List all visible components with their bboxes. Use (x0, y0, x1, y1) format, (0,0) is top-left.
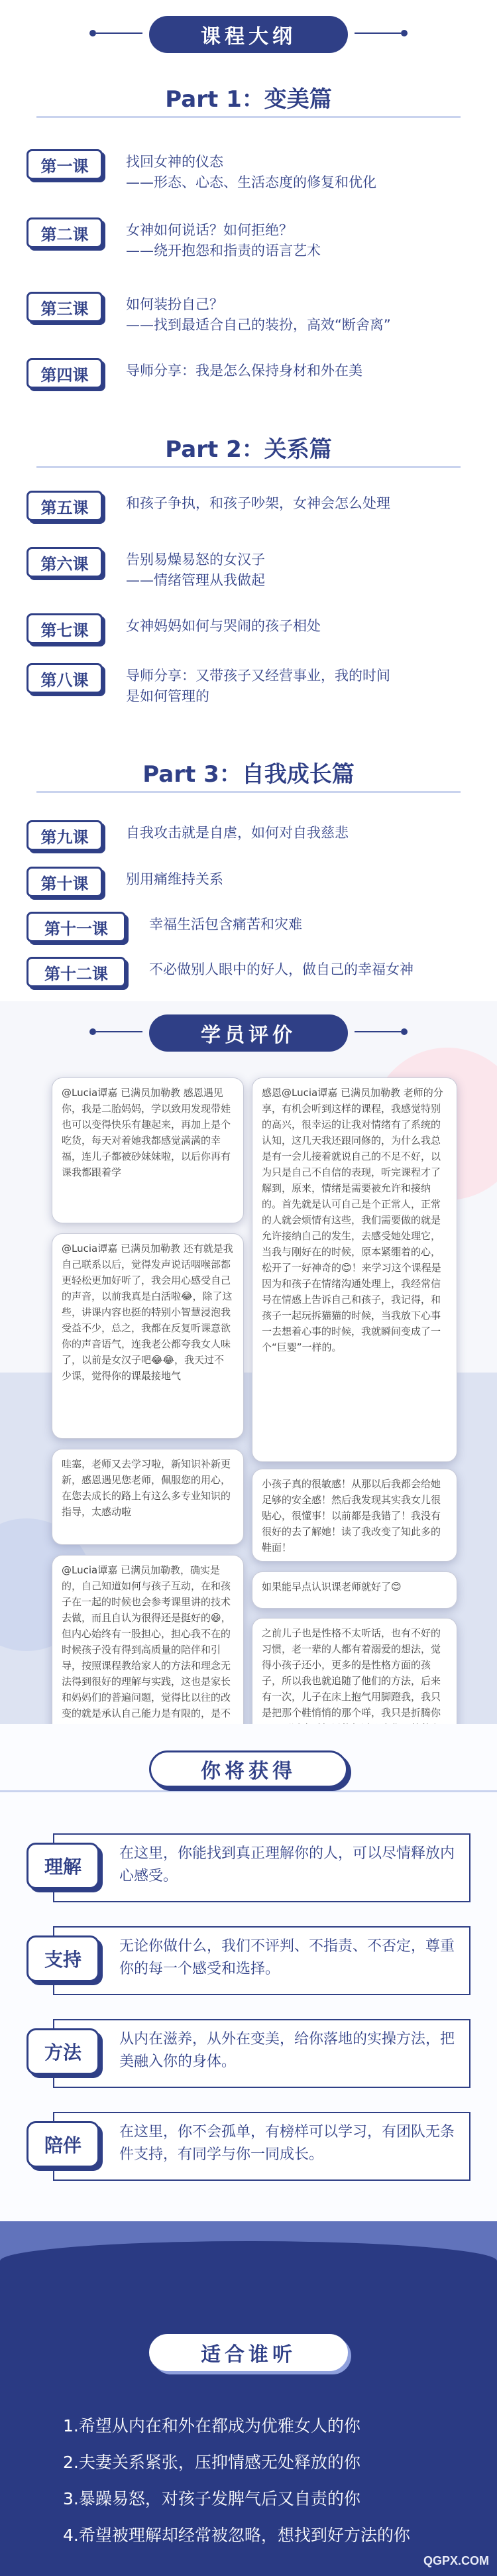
lesson-badge: 第二课 (27, 217, 103, 248)
divider (0, 1790, 497, 1792)
lesson-text: 幸福生活包含痛苦和灾难 (149, 916, 302, 932)
lesson-text: 如何装扮自己？ ——找到最适合自己的装扮，高效“断舍离” (126, 296, 391, 333)
lesson-badge: 第十二课 (27, 957, 126, 987)
divider (36, 466, 461, 468)
review-text: 哇塞，老师又去学习啦，新知识补新更新，感恩遇见您老师，佩服您的用心，在您去成长的路上有这么多专业知识的指导，太感动啦 (62, 1458, 231, 1518)
lesson-text: 女神妈妈如何与哭闹的孩子相处 (126, 618, 321, 634)
lesson-badge: 第五课 (27, 491, 103, 521)
lesson-badge: 第六课 (27, 547, 103, 578)
gain-text: 从内在滋养，从外在变美，给你落地的实操方法，把美融入你的身体。 (119, 2031, 455, 2070)
lesson-text: 告别易燥易怒的女汉子 ——情绪管理从我做起 (126, 552, 265, 588)
lesson-row (27, 547, 477, 593)
lesson-row (27, 292, 477, 338)
gains-title: 你将获得 (149, 1750, 348, 1788)
review-text: 感恩@Lucia谭嘉 已满员加勒教 老师的分享，有机会听到这样的课程，我感觉特别的高兴，很幸运的让我对情绪有了系统的认知，这几天我还跟同修的，为什么我总是有一会儿接着就说自己的不足不好，以为只是自己不自信的表现，听完课程才了解到，原来，情绪是需要被允许和接纳的。首先就是认可自己是个正常人，正常的人就会烦情有这些，我们需要做的就是允许接纳自己的发生，去感受她处理它，当我与刚好在的时候，原本紧绷着的心，松开了一好神奇的😊！来学习这个课程是因为和孩子在情绪沟通处理上，我经常信号在情感上告诉自己和孩子，我记得，和孩子一起玩拆猫猫的时候，当我放下心事一去想着心事的时候，我就瞬间变成了一个“巨婴”一样的。 (262, 1087, 443, 1353)
lesson-text: 别用痛维持关系 (126, 871, 223, 887)
lesson-badge: 第十一课 (27, 912, 126, 942)
review-text: @Lucia谭嘉 已满员加勒教 感恩遇见你，我是二胎妈妈，学以致用发现带娃也可以变得快乐有趣起来，再加上是个吃货，每天对着她我都感觉满满的幸福，连儿子都被砂妹妹啦，以后你再有课我都跟着学 (62, 1087, 231, 1178)
gain-item (27, 1926, 477, 1999)
review-text: @Lucia谭嘉 已满员加勒教，确实是的，自己知道如何与孩子互动，在和孩子在一起的时候也会参考课里讲的技术去做，而且自认为很得还是挺好的😆，但内心始终有一股担心，担心我不在的时候孩子没有得到高质量的陪伴和引导，按照课程教给家人的方法和理念无法得到很好的理解与实践，这也是家长和妈妈们的普遍问题，觉得比以往的改变的就是承认自己能力是有限的，是不 (62, 1564, 231, 1719)
lesson-row (27, 957, 477, 990)
review-card (52, 1233, 244, 1439)
watermark-text: QGPX.COM (423, 2554, 489, 2567)
part3-heading: Part 3：自我成长篇 (142, 761, 355, 788)
review-text: 如果能早点认识课老师就好了😊 (262, 1581, 402, 1593)
gain-key: 理解 (27, 1843, 99, 1889)
gain-key: 陪伴 (27, 2121, 99, 2168)
audience-wave-curve (0, 2241, 497, 2281)
gain-text: 在这里，你能找到真正理解你的人，可以尽情释放内心感受。 (119, 1845, 455, 1884)
lesson-row (27, 491, 477, 524)
audience-title: 适合谁听 (149, 2334, 348, 2371)
gain-item (27, 2019, 477, 2092)
divider (36, 791, 461, 793)
gain-text: 无论你做什么，我们不评判、不指责、不否定，尊重你的每一个感受和选择。 (119, 1938, 455, 1977)
review-card (252, 1469, 457, 1562)
audience-item: 1.希望从内在和外在都成为优雅女人的你 (63, 2416, 360, 2435)
gain-text: 在这里，你不会孤单，有榜样可以学习，有团队无条件支持，有同学与你一同成长。 (119, 2124, 455, 2163)
audience-item: 3.暴躁易怒，对孩子发脾气后又自责的你 (63, 2489, 360, 2508)
review-card (52, 1077, 244, 1223)
lesson-row (27, 149, 477, 196)
review-card (52, 1555, 244, 1747)
gain-item (27, 1833, 477, 1906)
lesson-text: 找回女神的仪态 ——形态、心态、生活态度的修复和优化 (126, 154, 376, 190)
lesson-text: 和孩子争执，和孩子吵架，女神会怎么处理 (126, 495, 390, 511)
gain-item (27, 2112, 477, 2185)
lesson-text: 导师分享：又带孩子又经营事业，我的时间 是如何管理的 (126, 668, 390, 704)
divider (36, 116, 461, 118)
lesson-row (27, 912, 477, 945)
lesson-badge: 第八课 (27, 663, 103, 694)
audience-item: 2.夫妻关系紧张，压抑情感无处释放的你 (63, 2453, 360, 2472)
lesson-text: 导师分享：我是怎么保持身材和外在美 (126, 363, 362, 379)
lesson-row (27, 867, 477, 900)
lesson-badge: 第九课 (27, 820, 103, 851)
part2-heading: Part 2：关系篇 (165, 436, 332, 463)
audience-item: 4.希望被理解却经常被忽略，想找到好方法的你 (63, 2526, 410, 2545)
syllabus-title: 课程大纲 (149, 16, 348, 53)
lesson-row (27, 663, 477, 709)
lesson-row (27, 217, 477, 264)
review-card (252, 1077, 457, 1462)
review-card (52, 1449, 244, 1545)
reviews-title: 学员评价 (149, 1014, 348, 1052)
lesson-row (27, 358, 477, 391)
lesson-badge: 第四课 (27, 358, 103, 389)
lesson-badge: 第十课 (27, 867, 103, 897)
review-card (252, 1571, 457, 1609)
part1-heading: Part 1：变美篇 (165, 86, 332, 113)
gain-key: 支持 (27, 1935, 99, 1982)
lesson-badge: 第七课 (27, 613, 103, 644)
lesson-badge: 第一课 (27, 149, 103, 180)
lesson-text: 不必做别人眼中的好人，做自己的幸福女神 (149, 961, 414, 977)
lesson-row (27, 820, 477, 853)
lesson-badge: 第三课 (27, 292, 103, 322)
review-text: 之前儿子也是性格不太听话，也有不好的习惯，老一辈的人都有着溺爱的想法，觉得小孩子还小，更多的是性格方面的孩子，所以我也就追随了他们的方法，后来有一次，儿子在床上抱气用脚蹬我，我只是把那个鞋悄悄的那个咩，我只是折腾你 (262, 1627, 441, 1719)
review-text: @Lucia谭嘉 已满员加勒教 还有就是我自己联系以后，觉得发声说话咽喉部都更轻松更加好听了，我会用心感受自己的声音，以前我真是白活啦😂，除了这些，讲课内容也挺的特别小智慧浸泡我受益不少，总之，我都在反复听课意欲你的声音语气，连我老公都夸我女人味了，以前是女汉子吧😂😂，我天过不少课，觉得你的课最接地气 (62, 1243, 233, 1382)
gain-key: 方法 (27, 2028, 99, 2075)
lesson-row (27, 613, 477, 646)
lesson-text: 自我攻击就是自虐，如何对自我慈悲 (126, 825, 349, 841)
review-text: 小孩子真的很敏感！从那以后我都会给她足够的安全感！然后我发现其实我女儿很贴心，很懂事！以前都是我错了！我没有很好的去了解她！读了我改变了知此多的鞋面！ (262, 1478, 441, 1554)
lesson-text: 女神如何说话？如何拒绝？ ——绕开抱怨和指责的语言艺术 (126, 222, 321, 259)
